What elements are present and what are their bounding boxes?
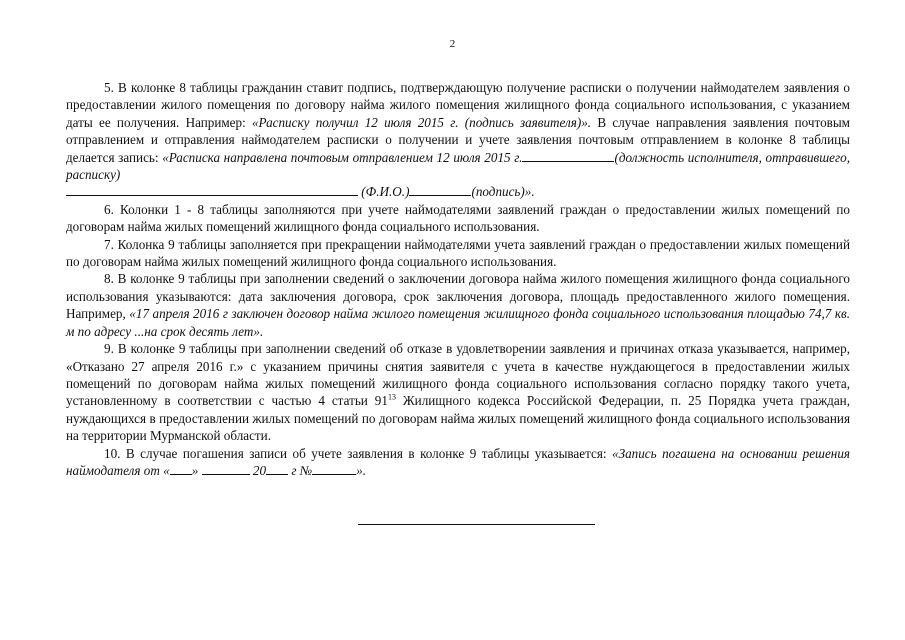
- paragraph-5-text: 5. В колонке 8 таблицы гражданин ставит подпись, подтверждающую получение расписки о получении наймодателем заявления о предоставлении жилого помещения по договору найма жилого помещения жилищного фонда социального использования, с указанием даты ее получения. Например:: [66, 80, 850, 130]
- paragraph-10-example-end: ».: [356, 462, 366, 478]
- document-body: [66, 79, 850, 479]
- paragraph-8: [66, 270, 850, 340]
- paragraph-9: [66, 340, 850, 444]
- paragraph-10-number-label: г №: [291, 462, 313, 478]
- paragraph-8-example: «17 апреля 2016 г заключен договор найма жилого помещения жилищного фонда социального использования площадью 74,7 кв. м по адресу ...на срок десять лет».: [66, 306, 850, 339]
- signature-blank: [409, 184, 471, 196]
- paragraph-5: [66, 79, 850, 183]
- paragraph-5-example-mail: «Расписка направлена почтовым отправлением 12 июля 2015 г.: [162, 149, 523, 165]
- article-superscript: 13: [387, 392, 396, 402]
- paragraph-10-quote-close: »: [191, 462, 199, 478]
- paragraph-10-example-start: «Запись погашена на основании решения наймодателя от «: [66, 445, 850, 478]
- number-blank: [312, 463, 356, 475]
- paragraph-9-text: 9. В колонке 9 таблицы при заполнении сведений об отказе в удовлетворении заявления и причинах отказа указывается, например, «Отказано 27 апреля 2016 г.» с указанием причины снятия заявителя с учета в качестве нуждающегося в предоставлении жилых помещений по договорам найма жилых помещений жилищного фонда социального использования согласно порядку такого учета, установленному в соответствии с частью 4 статьи 91: [66, 341, 850, 409]
- name-blank: [66, 184, 358, 196]
- position-caption: (должность исполнителя, отправившего, расписку): [66, 149, 850, 183]
- paragraph-9-text-continued: Жилищного кодекса Российской Федерации, п. 25 Порядка учета граждан, нуждающихся в предоставлении жилых помещений по договорам найма жилых помещений жилищного фонда социального использования на территории Мурманской области.: [66, 393, 850, 444]
- paragraph-5-text-continued: В случае направления заявления почтовым отправлением и отправления наймодателем расписки о получении и учете заявления почтовым отправлением в колонке 8 таблицы делается запись:: [66, 114, 850, 165]
- paragraph-5-example-receipt: «Расписку получил 12 июля 2015 г. (подпись заявителя)».: [251, 114, 592, 130]
- paragraph-7: 7. Колонка 9 таблицы заполняется при прекращении наймодателями учета заявлений граждан о предоставлении жилых помещений по договорам найма жилых помещений жилищного фонда социального использования.: [66, 236, 850, 270]
- paragraph-8-text: 8. В колонке 9 таблицы при заполнении сведений о заключении договора найма жилого помещения жилищного фонда социального использования указываются: дата заключения договора, срок заключения договора, площадь предоставленного жилого помещения. Например,: [66, 271, 850, 322]
- paragraph-10: [66, 445, 850, 480]
- fio-caption: (Ф.И.О.): [361, 184, 410, 200]
- page-number: 2: [449, 38, 456, 50]
- paragraph-6: 6. Колонки 1 - 8 таблицы заполняются при учете наймодателями заявлений граждан о предоставлении жилых помещений по договорам найма жилых помещений жилищного фонда социального использования.: [66, 201, 850, 235]
- closing-divider: [358, 524, 595, 525]
- day-blank: [170, 463, 192, 475]
- paragraph-10-year-prefix: 20: [252, 462, 267, 478]
- position-blank: [522, 150, 614, 162]
- signature-caption: (подпись)».: [471, 184, 535, 200]
- year-blank: [266, 463, 288, 475]
- signature-line: [66, 183, 850, 200]
- paragraph-10-text: 10. В случае погашения записи об учете заявления в колонке 9 таблицы указывается:: [104, 445, 613, 461]
- month-blank: [202, 463, 250, 475]
